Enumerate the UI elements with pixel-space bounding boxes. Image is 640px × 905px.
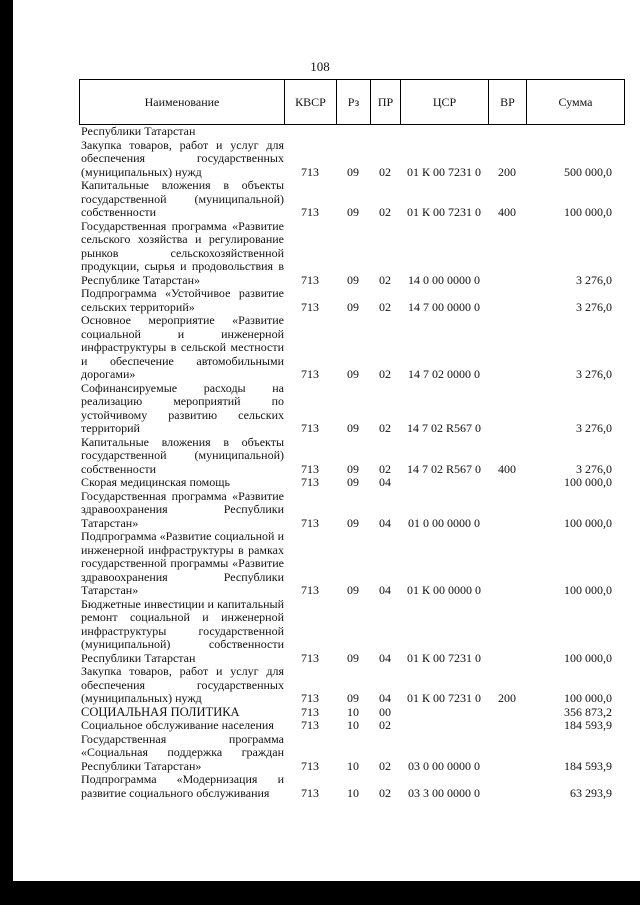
row-name: Капитальные вложения в объекты государственной (муниципальной) собственности [81,434,284,476]
row-csr: 14 0 00 0000 0 [408,272,480,287]
row-kvsr: 713 [301,718,319,732]
page-number: 108 [310,59,330,74]
row-pr: 04 [379,691,391,705]
row-sum: 100 000,0 [564,515,612,530]
row-name: Социальное обслуживание населения [81,718,274,732]
row-pr: 04 [379,475,391,489]
row-name: Капитальные вложения в объекты государственной (муниципальной) собственности [81,178,284,219]
row-rz: 09 [347,691,359,705]
row-sum: 100 000,0 [564,583,612,597]
table-row [79,314,625,382]
row-pr: 04 [379,583,391,597]
row-name: Скорая медицинская помощь [81,475,230,489]
header-pr: ПР [371,80,401,124]
row-rz: 09 [347,461,359,476]
header-sum: Сумма [558,95,593,109]
table-header [79,79,625,125]
row-csr: 14 7 02 R567 0 [406,461,481,476]
row-sum: 100 000,0 [564,691,612,705]
row-sum: 184 593,9 [564,718,612,732]
row-rz: 09 [347,272,359,287]
row-rz: 09 [347,205,359,219]
row-csr: 01 К 00 7231 0 [406,650,481,665]
header-vr: ВР [489,80,527,124]
table-row [79,598,625,666]
row-sum: 500 000,0 [564,164,612,179]
row-pr: 02 [379,299,391,314]
row-rz: 09 [347,421,359,435]
table-row [79,490,625,531]
row-pr: 04 [379,650,391,665]
table-row [79,665,625,706]
row-sum: 356 873,2 [564,704,612,719]
row-kvsr: 713 [301,704,319,719]
row-sum: 3 276,0 [576,272,612,287]
row-csr: 01 К 00 0000 0 [406,583,481,597]
row-pr: 00 [379,704,391,719]
row-csr: 01 К 00 7231 0 [406,205,481,219]
row-pr: 02 [379,461,391,476]
row-csr: 01 К 00 7231 0 [406,164,481,179]
row-rz: 09 [347,299,359,314]
row-sum: 3 276,0 [576,421,612,435]
row-rz: 09 [347,650,359,665]
row-name: Государственная программа «Развитие здравоохранения Республики Татарстан» [81,488,284,530]
table-row [79,125,625,139]
row-rz: 09 [347,475,359,489]
row-name: Подпрограмма «Устойчивое развитие сельских территорий» [81,286,284,314]
row-pr: 02 [379,758,391,773]
row-sum: 3 276,0 [576,461,612,476]
row-name: Софинансируемые расходы на реализацию мероприятий по устойчивому развитию сельских территорий [81,380,284,435]
row-name: Подпрограмма «Развитие социальной и инженерной инфраструктуры в рамках государственной программы «Развитие здравоохранения Республики Татарстан» [81,529,284,597]
row-pr: 02 [379,421,391,435]
row-kvsr: 713 [301,515,319,530]
header-rz: Рз [337,80,371,124]
row-rz: 10 [347,758,359,773]
row-name: Подпрограмма «Модернизация и развитие социального обслуживания [81,772,284,800]
row-csr: 01 0 00 0000 0 [408,515,480,530]
row-sum: 100 000,0 [564,650,612,665]
row-vr: 400 [498,205,516,219]
row-rz: 09 [347,367,359,381]
row-rz: 09 [347,164,359,179]
row-sum: 100 000,0 [564,475,612,489]
row-pr: 04 [379,515,391,530]
table-row [79,436,625,477]
row-rz: 09 [347,583,359,597]
row-rz: 10 [347,785,359,800]
table-row [79,773,625,800]
header-name: Наименование [80,80,285,124]
row-name: Основное мероприятие «Развитие социальной и инженерной инфраструктуры в сельской местности и обеспечение автомобильными дорогами» [81,313,284,381]
row-kvsr: 713 [301,272,319,287]
row-sum: 3 276,0 [576,299,612,314]
row-csr: 14 7 02 R567 0 [406,421,481,435]
row-vr: 400 [498,461,516,476]
table-row [79,382,625,436]
row-sum: 184 593,9 [564,758,612,773]
row-name: Государственная программа «Социальная поддержка граждан Республики Татарстан» [81,731,284,773]
row-pr: 02 [379,164,391,179]
row-kvsr: 713 [301,758,319,773]
row-kvsr: 713 [301,164,319,179]
header-kvsr: КВСР [285,80,337,124]
row-name: Бюджетные инвестиции и капитальный ремонт социальной и инженерной инфраструктуры государственной (муниципальной) собственности Республики Татарстан [81,596,284,665]
scan-left-border [0,0,13,905]
row-pr: 02 [379,205,391,219]
table-body [79,125,625,800]
row-kvsr: 713 [301,421,319,435]
row-kvsr: 713 [301,299,319,314]
row-csr: 14 7 02 0000 0 [408,367,480,381]
row-kvsr: 713 [301,650,319,665]
row-pr: 02 [379,367,391,381]
row-pr: 02 [379,785,391,800]
table-row [79,706,625,720]
row-kvsr: 713 [301,475,319,489]
row-csr: 14 7 00 0000 0 [408,299,480,314]
row-sum: 100 000,0 [564,205,612,219]
table-row [79,476,625,490]
row-pr: 02 [379,718,391,732]
table-row [79,733,625,774]
row-name: Закупка товаров, работ и услуг для обеспечения государственных (муниципальных) нужд [81,137,284,179]
row-sum: 63 293,9 [570,785,612,800]
row-rz: 10 [347,718,359,732]
scan-bottom-border [0,881,640,905]
row-sum: 3 276,0 [576,367,612,381]
row-kvsr: 713 [301,461,319,476]
row-vr: 200 [498,691,516,705]
table-row [79,220,625,288]
row-name: Закупка товаров, работ и услуг для обеспечения государственных (муниципальных) нужд [81,664,284,705]
table-row [79,287,625,314]
header-csr: ЦСР [401,80,489,124]
row-kvsr: 713 [301,583,319,597]
table-row [79,139,625,180]
row-csr: 03 0 00 0000 0 [408,758,480,773]
table-row [79,179,625,220]
table-row [79,530,625,598]
row-kvsr: 713 [301,785,319,800]
table-row [79,719,625,733]
row-name: СОЦИАЛЬНАЯ ПОЛИТИКА [81,704,240,719]
row-rz: 09 [347,515,359,530]
row-name: Республики Татарстан [81,124,196,138]
row-kvsr: 713 [301,691,319,705]
row-kvsr: 713 [301,205,319,219]
row-rz: 10 [347,704,359,719]
row-name: Государственная программа «Развитие сельского хозяйства и регулирование рынков сельскохозяйственной продукции, сырья и продовольствия в Республике Татарстан» [81,218,284,287]
row-vr: 200 [498,164,516,179]
row-pr: 02 [379,272,391,287]
row-kvsr: 713 [301,367,319,381]
row-csr: 01 К 00 7231 0 [406,691,481,705]
row-csr: 03 3 00 0000 0 [408,785,480,800]
